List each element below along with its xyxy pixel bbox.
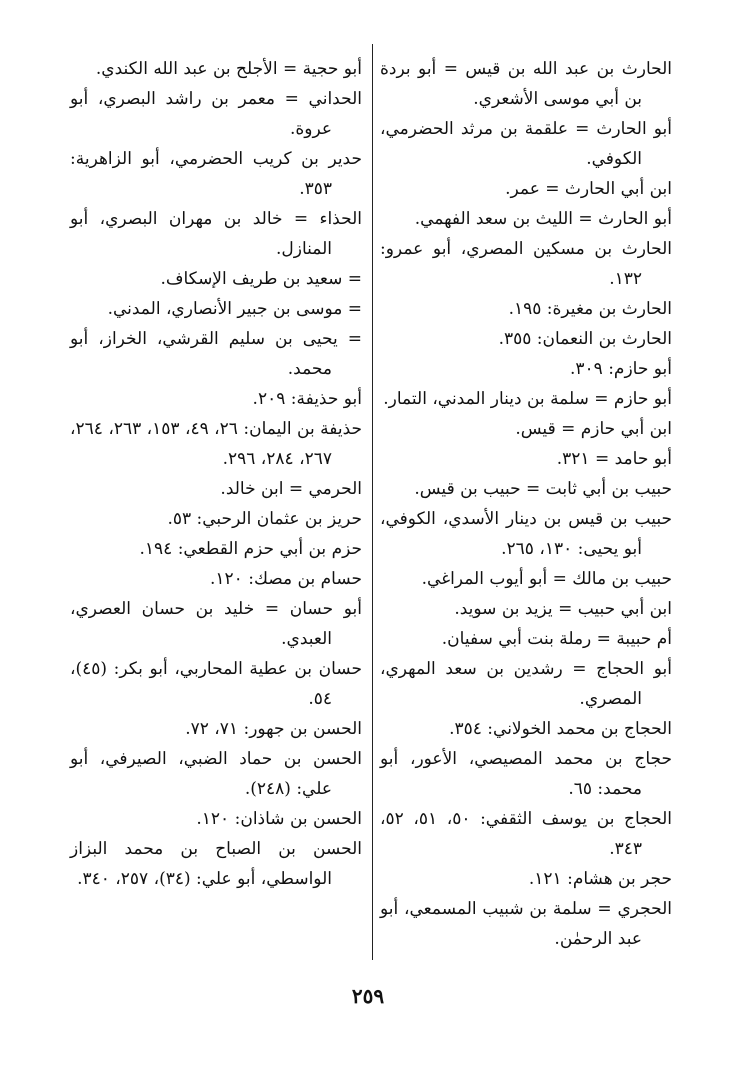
index-entry: حريز بن عثمان الرحبي: ٥٣.	[167, 509, 362, 529]
index-entry: حسام بن مصك: ١٢٠.	[210, 569, 362, 589]
index-column-right	[380, 54, 672, 954]
index-entry: حبيب بن مالك = أبو أيوب المراغي.	[421, 569, 672, 589]
index-entry: أم حبيبة = رملة بنت أبي سفيان.	[441, 629, 672, 649]
index-entry: = موسى بن جبير الأنصاري، المدني.	[107, 299, 362, 319]
page-number: ٢٥٩	[351, 984, 385, 1008]
index-entry: الحارث بن مسكين المصري، أبو عمرو: ١٣٢.	[380, 239, 672, 289]
index-entry: الحذاء = خالد بن مهران البصري، أبو المنازل.	[70, 209, 362, 259]
index-entry: = يحيى بن سليم القرشي، الخراز، أبو محمد.	[70, 329, 362, 379]
index-entry: الحارث بن مغيرة: ١٩٥.	[508, 299, 672, 319]
index-entry: الحسن بن جهور: ٧١، ٧٢.	[185, 719, 362, 739]
index-entry: حبيب بن أبي ثابت = حبيب بن قيس.	[414, 479, 672, 499]
index-entry: أبو حسان = خليد بن حسان العصري، العبدي.	[70, 599, 362, 649]
index-entry: الحجري = سلمة بن شبيب المسمعي، أبو عبد الرحمٰن.	[380, 899, 672, 949]
index-entry: ابن أبي الحارث = عمر.	[505, 179, 672, 199]
index-entry: الحارث بن النعمان: ٣٥٥.	[498, 329, 672, 349]
index-entry: أبو الحارث = الليث بن سعد الفهمي.	[414, 209, 672, 229]
index-entry: حجر بن هشام: ١٢١.	[528, 869, 672, 889]
index-entry: الحجاج بن محمد الخولاني: ٣٥٤.	[449, 719, 672, 739]
index-entry: الحرمي = ابن خالد.	[220, 479, 362, 499]
column-divider	[372, 44, 373, 960]
index-entry: أبو الحجاج = رشدين بن سعد المهري، المصري.	[380, 659, 672, 709]
index-column-left	[70, 54, 362, 894]
index-entry: ابن أبي حازم = قيس.	[515, 419, 672, 439]
index-entry: الحسن بن الصباح بن محمد البزاز الواسطي، أبو علي: (٣٤)، ٢٥٧، ٣٤٠.	[70, 839, 362, 889]
index-entry: أبو حازم = سلمة بن دينار المدني، التمار.	[383, 389, 672, 409]
index-entry: الحارث بن عبد الله بن قيس = أبو بردة بن أبي موسى الأشعري.	[380, 59, 672, 109]
index-entry: حبيب بن قيس بن دينار الأسدي، الكوفي، أبو يحيى: ١٣٠، ٢٦٥.	[380, 509, 672, 559]
index-entry: حذيفة بن اليمان: ٢٦، ٤٩، ١٥٣، ٢٦٣، ٢٦٤، ٢٦٧، ٢٨٤، ٢٩٦.	[70, 419, 363, 469]
index-entry: الحسن بن شاذان: ١٢٠.	[196, 809, 362, 829]
index-entry: أبو حازم: ٣٠٩.	[569, 359, 672, 379]
index-entry: حسان بن عطية المحاربي، أبو بكر: (٤٥)، ٥٤.	[70, 659, 362, 709]
index-entry: = سعيد بن طريف الإسكاف.	[160, 269, 362, 289]
index-entry: ابن أبي حبيب = يزيد بن سويد.	[454, 599, 672, 619]
index-entry: حجاج بن محمد المصيصي، الأعور، أبو محمد: ٦٥.	[380, 749, 672, 799]
index-entry: أبو الحارث = علقمة بن مرثد الحضرمي، الكوفي.	[380, 119, 672, 169]
index-entry: الحداني = معمر بن راشد البصري، أبو عروة.	[70, 89, 362, 139]
index-entry: حزم بن أبي حزم القطعي: ١٩٤.	[139, 539, 362, 559]
index-entry: أبو حامد = ٣٢١.	[556, 449, 672, 469]
index-entry: أبو حذيفة: ٢٠٩.	[252, 389, 362, 409]
index-entry: حدير بن كريب الحضرمي، أبو الزاهرية: ٣٥٣.	[70, 149, 362, 199]
index-entry: الحسن بن حماد الضبي، الصيرفي، أبو علي: (٢٤٨).	[70, 749, 362, 799]
index-entry: أبو حجية = الأجلح بن عبد الله الكندي.	[95, 59, 362, 79]
index-entry: الحجاج بن يوسف الثقفي: ٥٠، ٥١، ٥٢، ٣٤٣.	[380, 809, 673, 859]
